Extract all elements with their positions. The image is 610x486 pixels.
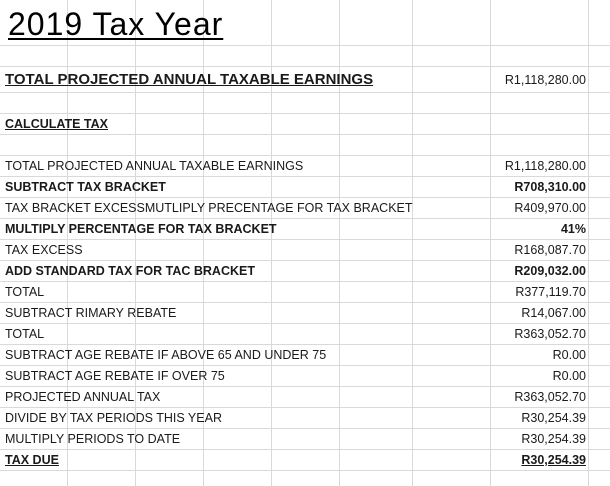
row-label[interactable]: TAX BRACKET EXCESSMUTLIPLY PRECENTAGE FOR TAX BRACKET — [5, 201, 413, 215]
row-label[interactable]: TOTAL — [5, 285, 45, 299]
row-label[interactable]: SUBTRACT RIMARY REBATE — [5, 306, 177, 320]
row-label[interactable]: ADD STANDARD TAX FOR TAC BRACKET — [5, 264, 255, 278]
summary-value[interactable]: R1,118,280.00 — [504, 73, 586, 87]
summary-label[interactable]: TOTAL PROJECTED ANNUAL TAXABLE EARNINGS — [5, 71, 374, 88]
row-label[interactable]: SUBTRACT TAX BRACKET — [5, 180, 166, 194]
row-value[interactable]: 41% — [560, 222, 586, 236]
row-value[interactable]: R409,970.00 — [514, 201, 586, 215]
row-value[interactable]: R0.00 — [552, 348, 586, 362]
row-value[interactable]: R0.00 — [552, 369, 586, 383]
row-label[interactable]: TAX EXCESS — [5, 243, 83, 257]
sheet-title[interactable]: 2019 Tax Year — [8, 6, 224, 42]
row-label[interactable]: DIVIDE BY TAX PERIODS THIS YEAR — [5, 411, 222, 425]
column-divider — [412, 0, 413, 486]
row-label[interactable]: SUBTRACT AGE REBATE IF OVER 75 — [5, 369, 225, 383]
row-divider — [0, 66, 610, 67]
row-value[interactable]: R30,254.39 — [521, 432, 586, 446]
row-value[interactable]: R14,067.00 — [521, 306, 586, 320]
row-value[interactable]: R1,118,280.00 — [504, 159, 586, 173]
tax-due-value[interactable]: R30,254.39 — [521, 453, 586, 467]
row-value[interactable]: R363,052.70 — [514, 327, 586, 341]
row-label[interactable]: MULTIPLY PERCENTAGE FOR TAX BRACKET — [5, 222, 277, 236]
row-label[interactable]: PROJECTED ANNUAL TAX — [5, 390, 161, 404]
tax-due-label[interactable]: TAX DUE — [5, 453, 59, 467]
row-label[interactable]: TOTAL PROJECTED ANNUAL TAXABLE EARNINGS — [5, 159, 304, 173]
section-heading[interactable]: CALCULATE TAX — [5, 117, 108, 131]
row-value[interactable]: R377,119.70 — [515, 285, 586, 299]
row-label[interactable]: TOTAL — [5, 327, 45, 341]
row-divider — [0, 45, 610, 46]
row-value[interactable]: R708,310.00 — [514, 180, 586, 194]
row-label[interactable]: SUBTRACT AGE REBATE IF ABOVE 65 AND UNDER 75 — [5, 348, 327, 362]
column-divider — [490, 0, 491, 486]
row-value[interactable]: R209,032.00 — [514, 264, 586, 278]
row-value[interactable]: R363,052.70 — [514, 390, 586, 404]
row-divider — [0, 470, 610, 471]
column-divider — [588, 0, 589, 486]
row-value[interactable]: R30,254.39 — [521, 411, 586, 425]
row-divider — [0, 92, 610, 93]
row-label[interactable]: MULTIPLY PERIODS TO DATE — [5, 432, 181, 446]
row-value[interactable]: R168,087.70 — [514, 243, 586, 257]
